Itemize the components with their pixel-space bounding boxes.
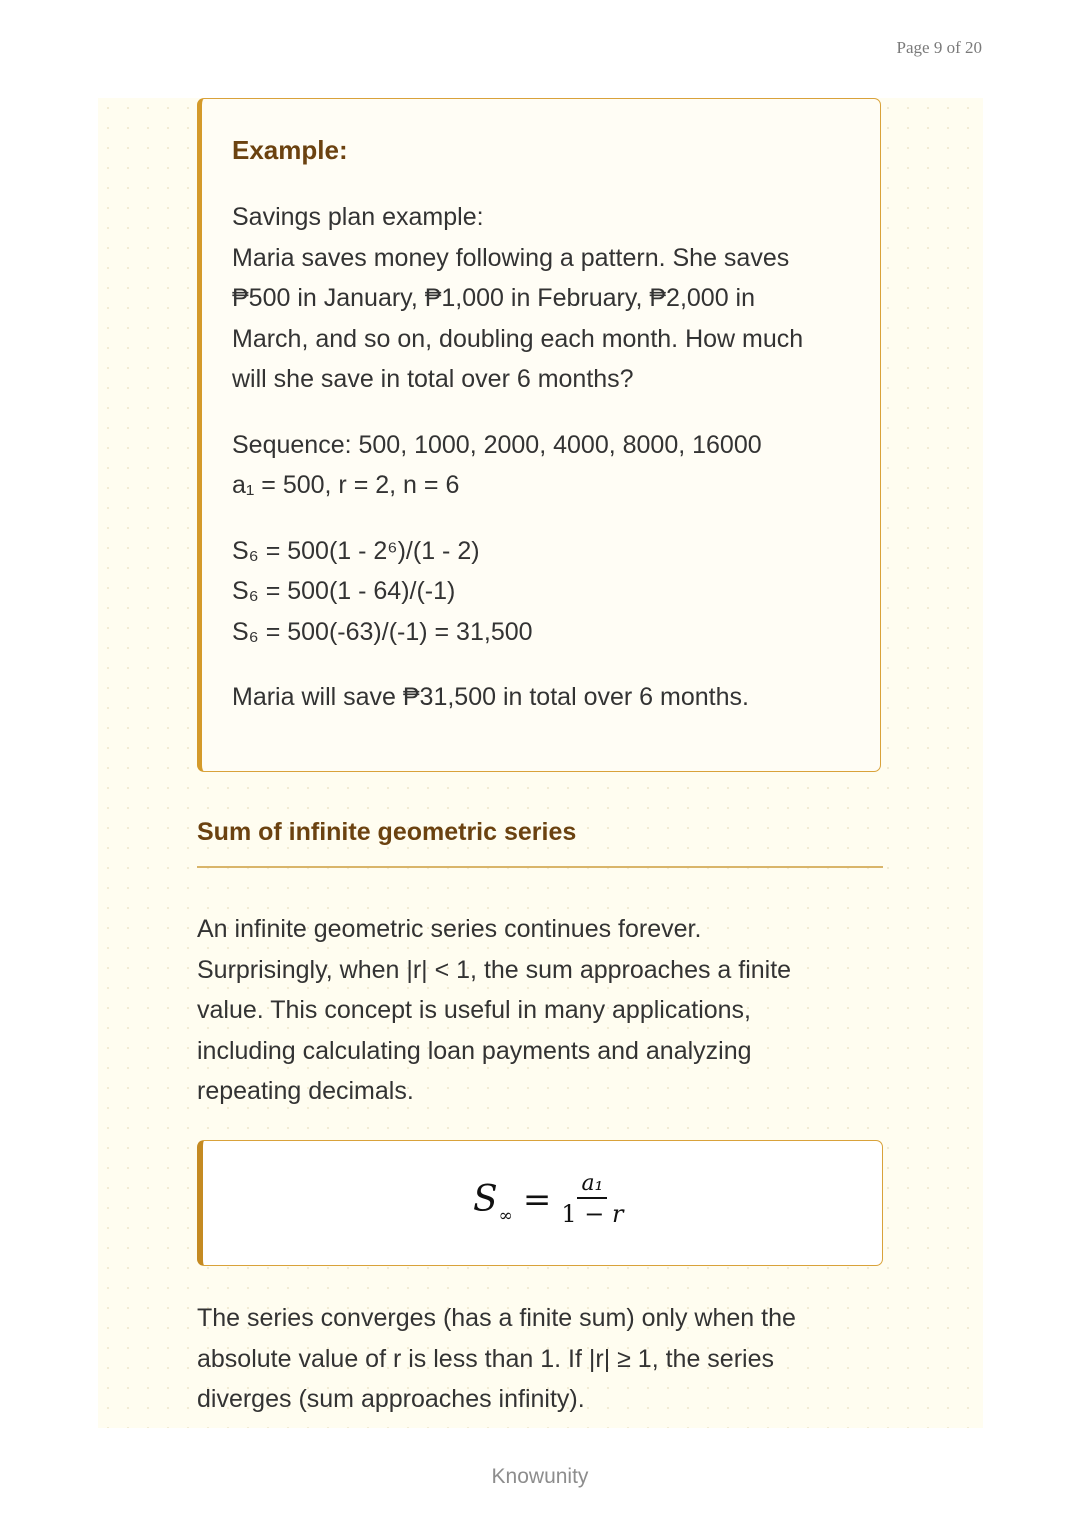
paragraph-line: Surprisingly, when |r| < 1, the sum approaches a finite: [197, 955, 792, 984]
note-sheet: [98, 98, 983, 1428]
sequence-line: Sequence: 500, 1000, 2000, 4000, 8000, 16000: [232, 430, 762, 459]
paragraph-line: diverges (sum approaches infinity).: [197, 1385, 585, 1413]
parameters-line: a₁ = 500, r = 2, n = 6: [232, 471, 460, 499]
paragraph-line: The series converges (has a finite sum) only when the: [197, 1304, 796, 1332]
example-line: March, and so on, doubling each month. How much: [232, 324, 804, 353]
infinite-sum-formula: [473, 1171, 623, 1228]
footer-brand: Knowunity: [491, 1465, 589, 1488]
example-box: [197, 98, 881, 772]
example-line: will she save in total over 6 months?: [232, 365, 634, 393]
example-body: [232, 197, 872, 718]
intro-paragraph: [197, 909, 877, 1112]
example-line: Savings plan example:: [232, 203, 484, 231]
paragraph-line: absolute value of r is less than 1. If |r| ≥ 1, the series: [197, 1344, 774, 1373]
formula-denominator: 1 − r: [561, 1200, 624, 1228]
paragraph-line: including calculating loan payments and analyzing: [197, 1036, 752, 1065]
calculation-line: S₆ = 500(-63)/(-1) = 31,500: [232, 617, 533, 646]
example-line: Maria saves money following a pattern. She saves: [232, 243, 790, 272]
section-heading: Sum of infinite geometric series: [197, 818, 577, 846]
calculation-line: S₆ = 500(1 - 64)/(-1): [232, 577, 456, 605]
paragraph-line: value. This concept is useful in many applications,: [197, 996, 752, 1024]
paragraph-line: An infinite geometric series continues forever.: [197, 915, 702, 943]
example-line: ₱500 in January, ₱1,000 in February, ₱2,000 in: [232, 284, 756, 312]
formula-box: [197, 1140, 883, 1266]
formula-numerator: a₁: [577, 1171, 607, 1199]
formula-lhs: $S_\infty$: [473, 1179, 513, 1226]
calculation-line: S₆ = 500(1 - 2⁶)/(1 - 2): [232, 536, 480, 565]
paragraph-line: repeating decimals.: [197, 1077, 414, 1105]
example-title: Example:: [232, 135, 348, 165]
formula-equals: =: [522, 1179, 552, 1220]
formula-fraction: [561, 1171, 623, 1228]
convergence-paragraph: [197, 1298, 877, 1420]
section-divider: [197, 866, 883, 868]
page-number: Page 9 of 20: [896, 38, 982, 57]
answer-line: Maria will save ₱31,500 in total over 6 months.: [232, 683, 749, 711]
